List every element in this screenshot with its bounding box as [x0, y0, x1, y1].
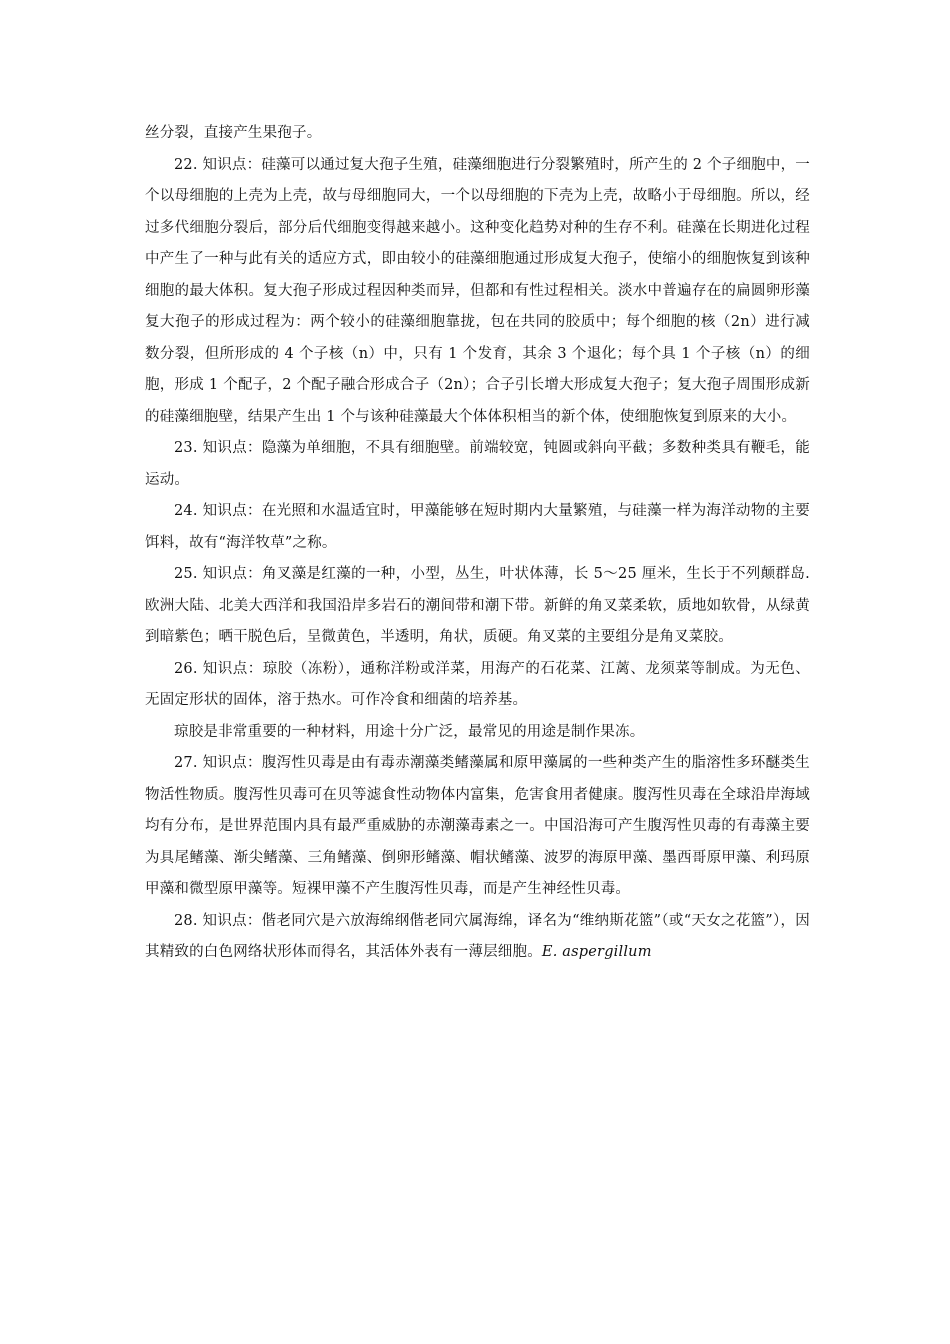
species-name-italic: E. aspergillum — [541, 944, 652, 960]
paragraph-28 — [145, 906, 810, 969]
paragraph-27: 27. 知识点：腹泻性贝毒是由有毒赤潮藻类鳍藻属和原甲藻属的一些种类产生的脂溶性多环醚类生物活性物质。腹泻性贝毒可在贝等滤食性动物体内富集，危害食用者健康。腹泻性贝毒在全球沿岸海域均有分布，是世界范围内具有最严重威胁的赤潮藻毒素之一。中国沿海可产生腹泻性贝毒的有毒藻主要为具尾鳍藻、渐尖鳍藻、三角鳍藻、倒卵形鳍藻、帽状鳍藻、波罗的海原甲藻、墨西哥原甲藻、利玛原甲藻和微型原甲藻等。短裸甲藻不产生腹泻性贝毒，而是产生神经性贝毒。 — [145, 755, 810, 897]
paragraph-26: 26. 知识点：琼胶（冻粉），通称洋粉或洋菜，用海产的石花菜、江蓠、龙须菜等制成。为无色、无固定形状的固体，溶于热水。可作冷食和细菌的培养基。 — [145, 660, 810, 708]
paragraph-25: 25. 知识点：角叉藻是红藻的一种，小型，丛生，叶状体薄，长 5～25 厘米，生长于不列颠群岛. 欧洲大陆、北美大西洋和我国沿岸多岩石的潮间带和潮下带。新鲜的角叉菜柔软，质地如软骨，从绿黄到暗紫色；晒干脱色后，呈微黄色，半透明，角状，质硬。角叉菜的主要组分是角叉菜胶。 — [145, 566, 810, 645]
paragraph-26-note: 琼胶是非常重要的一种材料，用途十分广泛，最常见的用途是制作果冻。 — [174, 723, 645, 740]
paragraph-28-text: 28. 知识点：偕老同穴是六放海绵纲偕老同穴属海绵，译名为“维纳斯花篮”（或“天女之花篮”），因其精致的白色网络状形体而得名，其活体外表有一薄层细胞。 — [145, 912, 810, 960]
document-body — [145, 118, 810, 969]
paragraph-23: 23. 知识点：隐藻为单细胞，不具有细胞壁。前端较宽，钝圆或斜向平截；多数种类具有鞭毛，能运动。 — [145, 440, 810, 488]
paragraph-24: 24. 知识点：在光照和水温适宜时，甲藻能够在短时期内大量繁殖，与硅藻一样为海洋动物的主要饵料，故有“海洋牧草”之称。 — [145, 503, 810, 551]
paragraph-continuation: 丝分裂，直接产生果孢子。 — [145, 125, 322, 141]
paragraph-22: 22. 知识点：硅藻可以通过复大孢子生殖，硅藻细胞进行分裂繁殖时，所产生的 2 个子细胞中，一个以母细胞的上壳为上壳，故与母细胞同大，一个以母细胞的下壳为上壳，故略小于母细胞。所以，经过多代细胞分裂后，部分后代细胞变得越来越小。这种变化趋势对种的生存不利。硅藻在长期进化过程中产生了一种与此有关的适应方式，即由较小的硅藻细胞通过形成复大孢子，使缩小的细胞恢复到该种细胞的最大体积。复大孢子形成过程因种类而异，但都和有性过程相关。淡水中普遍存在的扁圆卵形藻复大孢子的形成过程为：两个较小的硅藻细胞靠拢，包在共同的胶质中；每个细胞的核（2n）进行减数分裂，但所形成的 4 个子核（n）中，只有 1 个发育，其余 3 个退化；每个具 1 个子核（n）的细胞，形成 1 个配子，2 个配子融合形成合子（2n）；合子引长增大形成复大孢子；复大孢子周围形成新的硅藻细胞壁，结果产生出 1 个与该种硅藻最大个体体积相当的新个体，使细胞恢复到原来的大小。 — [145, 156, 810, 425]
